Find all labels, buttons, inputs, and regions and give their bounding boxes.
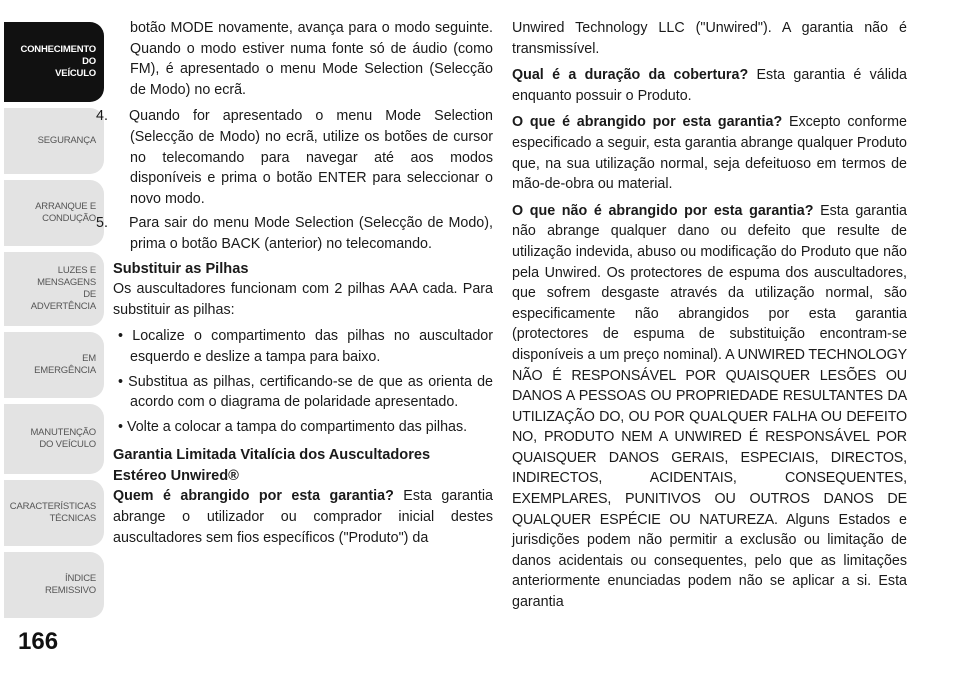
page-number: 166 <box>18 628 59 655</box>
step-text: Para sair do menu Mode Selection (Selecção de Modo), prima o botão BACK (anterior) no telecomando. <box>129 215 493 252</box>
tab-label: LUZES E MENSAGENS DE ADVERTÊNCIA <box>30 265 96 312</box>
warranty-disclaimer-caps: A UNWIRED TECHNOLOGY NÃO É RESPONSÁVEL POR QUAISQUER LESÕES OU DANOS A PESSOAS OU PROPRIEDADE RESULTANTES DA UTILIZAÇÃO DO, OU POR QUALQUER FALHA OU DEFEITO NO, PRODUTO NEM A UNWIRED É RESPONSÁVEL POR QUAISQUER DANOS GERAIS, ESPECIAIS, DIRECTOS, INDIRECTOS, ACIDENTAIS, CONSEQUENTES, EXEMPLARES, PUNITIVOS OU OUTROS DANOS DE QUALQUER ESPÉCIE OU NATUREZA. <box>512 346 908 528</box>
tab-label: CONHECIMENTO DO VEÍCULO <box>20 44 96 79</box>
warranty-q1-paragraph <box>113 486 493 548</box>
step-text: Quando for apresentado o menu Mode Selection (Selecção de Modo) no ecrã, utilize os botões de cursor no telecomando para navegar até aos modos disponíveis e prima o botão ENTER para seleccionar o novo modo. <box>129 108 493 207</box>
battery-bullet-2: • Substitua as pilhas, certificando-se de que as orienta de acordo com o diagrama de polaridade apresentado. <box>118 373 493 411</box>
warranty-q1-answer: Esta garantia abrange o utilizador ou comprador inicial destes auscultadores sem fios específicos ("Produto") da <box>113 488 494 546</box>
continued-warranty-text: Unwired Technology LLC ("Unwired"). A garantia não é transmissível. <box>512 20 907 57</box>
warranty-q1-question: Quem é abrangido por esta garantia? <box>113 488 394 505</box>
warranty-q2-answer: Esta garantia é válida enquanto possuir o Produto. <box>512 67 907 104</box>
tab-indice-remissivo[interactable] <box>4 552 104 618</box>
step-number: 5. <box>96 215 108 232</box>
battery-heading: Substituir as Pilhas <box>113 260 249 277</box>
tab-label: EM EMERGÊNCIA <box>34 353 96 376</box>
warranty-q3-question: O que é abrangido por esta garantia? <box>512 114 783 131</box>
warranty-q4-answer: Esta garantia não abrange qualquer dano ou defeito que resulte de utilização indevida, abuso ou modificação do Produto que não pela Unwired. Os protectores de espuma dos auscultadores, que sofrem desgaste através da utilização normal, são especificamente não abrangidos por esta garantia (protectores de espuma de substituição encontram-se disponíveis a um preço nominal). <box>512 202 907 363</box>
tab-arranque-e-conducao[interactable] <box>4 180 104 246</box>
tab-conhecimento-do-veiculo[interactable] <box>4 22 104 102</box>
warranty-q2-paragraph <box>512 65 907 106</box>
tab-luzes-e-mensagens[interactable] <box>4 252 104 326</box>
warranty-heading-line-1: Garantia Limitada Vitalícia dos Auscultadores <box>113 447 431 464</box>
step-4 <box>96 106 493 209</box>
warranty-jurisdiction-text: Alguns Estados e jurisdições podem não permitir a exclusão ou limitação de danos acidentais ou consequentes, pelo que as limitações anteriormente enunciadas podem não se aplicar a si. Esta garantia <box>512 511 908 611</box>
continued-step-text: botão MODE novamente, avança para o modo seguinte. Quando o modo estiver numa fonte só de áudio (como FM), é apresentado o menu Mode Selection (Selecção de Modo) no ecrã. <box>130 20 493 98</box>
tab-em-emergencia[interactable] <box>4 332 104 398</box>
warranty-q2-question: Qual é a duração da cobertura? <box>512 67 749 84</box>
tab-seguranca[interactable] <box>4 108 104 174</box>
warranty-q4-question: O que não é abrangido por esta garantia? <box>512 202 814 219</box>
tab-manutencao-do-veiculo[interactable] <box>4 404 104 474</box>
warranty-heading-line-2: Estéreo Unwired® <box>113 467 239 484</box>
step-number: 4. <box>96 108 108 125</box>
tab-label: ÍNDICE REMISSIVO <box>45 573 96 596</box>
chapter-sidebar <box>0 0 104 678</box>
left-column <box>96 18 494 554</box>
step-5 <box>96 213 493 254</box>
warranty-q4-paragraph <box>512 201 907 613</box>
battery-intro: Os auscultadores funcionam com 2 pilhas AAA cada. Para substituir as pilhas: <box>113 281 493 318</box>
right-column <box>512 18 907 619</box>
tab-label: CARACTERÍSTICAS TÉCNICAS <box>9 501 96 524</box>
battery-bullet-3: • Volte a colocar a tampa do compartimento das pilhas. <box>118 418 468 435</box>
warranty-q3-paragraph <box>512 112 907 194</box>
tab-label: MANUTENÇÃO DO VEÍCULO <box>30 427 96 450</box>
warranty-q3-answer: Excepto conforme especificado a seguir, esta garantia abrange qualquer Produto que, na sua utilização normal, seja defeituoso em termos de mão-de-obra ou material. <box>512 114 907 193</box>
tab-label: SEGURANÇA <box>37 135 96 146</box>
tab-caracteristicas-tecnicas[interactable] <box>4 480 104 546</box>
battery-bullet-1: • Localize o compartimento das pilhas no auscultador esquerdo e deslize a tampa para baixo. <box>118 328 493 365</box>
tab-label: ARRANQUE E CONDUÇÃO <box>35 201 96 224</box>
